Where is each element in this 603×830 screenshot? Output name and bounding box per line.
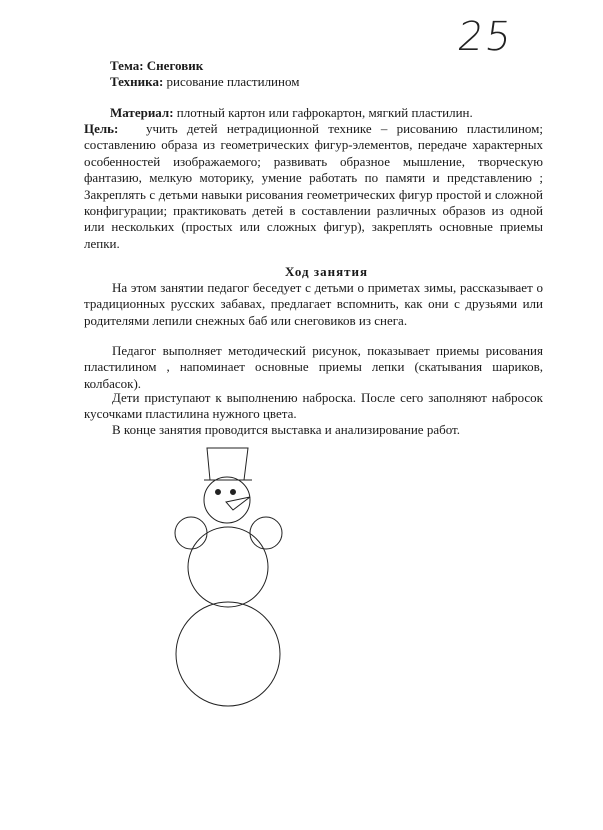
- snowman-head: [204, 477, 250, 523]
- bucket-hat: [207, 448, 248, 480]
- lesson-paragraph: Педагог выполняет методический рисунок, показывает приемы рисования пластилином , напоминает основные приемы лепки (скатывания шариков, колбасок).: [84, 343, 543, 391]
- left-eye: [216, 490, 221, 495]
- right-arm-ball: [250, 517, 282, 549]
- topic-value: Снеговик: [146, 58, 204, 73]
- snowman-base: [176, 602, 280, 706]
- lesson-paragraph: Дети приступают к выполнению наброска. После сего заполняют набросок кусочками пластилина нужного цвета.: [84, 390, 543, 422]
- goal-text: учить детей нетрадиционной технике – рисованию пластилином; составлению образа из геометрических фигур-элементов, передаче характерных особенностей изображаемого; развивать образное мышление, творческую фантазию, мелкую моторику, умение работать по памяти и представлению ; Закреплять с детьми навыки рисования геометрических фигур простой и сложной конфигурации; практиковать детей в составлении различных образов из одной или нескольких (простых или сложных фигур), закреплять основные приемы лепки.: [84, 121, 543, 251]
- lesson-paragraph: В конце занятия проводится выставка и анализирование работ.: [112, 422, 460, 437]
- snowman-middle: [188, 527, 268, 607]
- page-number: 25: [454, 14, 517, 60]
- goal-label: Цель:: [84, 121, 119, 136]
- left-arm-ball: [175, 517, 207, 549]
- material-label: Материал:: [110, 105, 174, 120]
- carrot-nose: [226, 497, 250, 510]
- material-value: плотный картон или гафрокартон, мягкий пластилин.: [176, 105, 473, 120]
- right-eye: [231, 490, 236, 495]
- technique-value: рисование пластилином: [166, 74, 300, 89]
- lesson-paragraph: На этом занятии педагог беседует с детьми о приметах зимы, рассказывает о традиционных русских забавах, предлагает вспомнить, как они с друзьями или родителями лепили снежных баб или снеговиков из снега.: [84, 280, 543, 328]
- technique-label: Техника:: [110, 74, 164, 89]
- topic-label: Тема:: [110, 58, 144, 73]
- section-heading: Ход занятия: [284, 264, 369, 279]
